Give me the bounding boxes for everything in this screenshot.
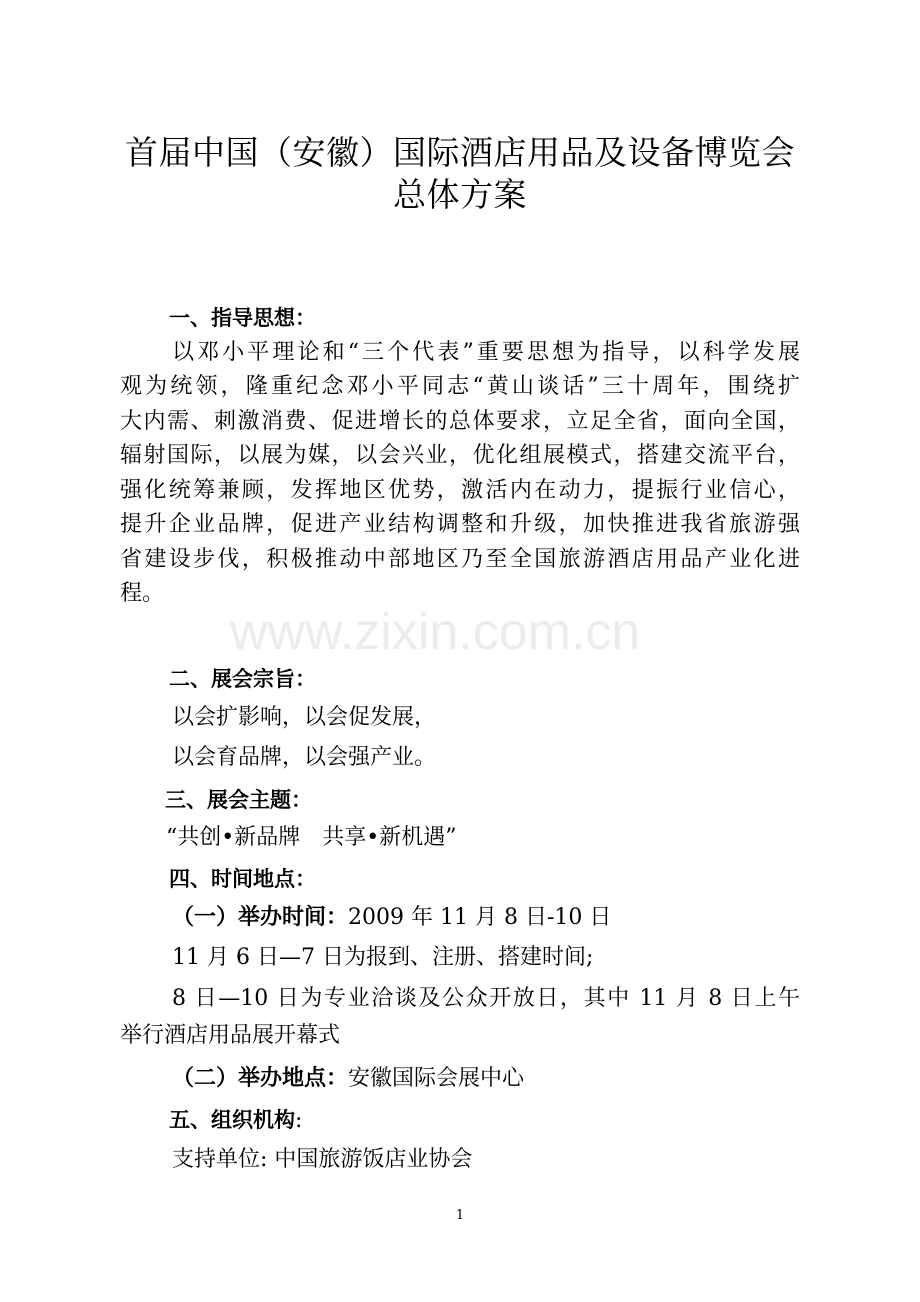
paragraph-line: 以邓小平理论和“三个代表”重要思想为指导，以科学发展 (172, 340, 800, 365)
time-label: （一）举办时间： (172, 905, 349, 930)
section-heading-organization (169, 1105, 302, 1136)
document-title-line-1: 首届中国（安徽）国际酒店用品及设备博览会 (125, 133, 795, 172)
paragraph-line: 以会育品牌，以会强产业。 (172, 745, 437, 770)
supporting-unit-line: 支持单位: 中国旅游饭店业协会 (172, 1147, 473, 1172)
paragraph-line: 省建设步伐，积极推动中部地区乃至全国旅游酒店用品产业化进 (120, 547, 800, 572)
paragraph-line: 大内需、刺激消费、促进增长的总体要求，立足全省，面向全国， (120, 409, 800, 434)
time-value: 2009 年 11 月 8 日-10 日 (348, 905, 612, 930)
paragraph-line: 强化统筹兼顾，发挥地区优势，激活内在动力，提振行业信心， (120, 478, 800, 503)
watermark-text: www.zixin.com.cn (230, 603, 641, 661)
paragraph-line: 辐射国际，以展为媒，以会兴业，优化组展模式，搭建交流平台， (120, 443, 800, 468)
paragraph-line: 观为统领，隆重纪念邓小平同志“黄山谈话”三十周年，围绕扩 (120, 374, 800, 399)
place-label: （二）举办地点： (172, 1066, 349, 1091)
place-row (172, 1064, 524, 1094)
paragraph-line: 11 月 6 日—7 日为报到、注册、搭建时间; (172, 945, 594, 970)
document-title-line-2: 总体方案 (393, 175, 527, 214)
section-heading-guiding-ideology: 一、指导思想： (169, 306, 316, 330)
paragraph-line: 提升企业品牌，促进产业结构调整和升级，加快推进我省旅游强 (120, 512, 800, 537)
paragraph-line: 程。 (120, 581, 165, 606)
paragraph-line: 以会扩影响，以会促发展， (172, 705, 437, 730)
section-heading-exhibition-purpose: 二、展会宗旨： (169, 667, 316, 691)
organization-heading-text: 五、组织机构 (169, 1108, 295, 1132)
section-heading-exhibition-theme: 三、展会主题： (165, 788, 312, 812)
time-row (172, 903, 611, 933)
paragraph-line: 8 日—10 日为专业洽谈及公众开放日，其中 11 月 8 日上午 (172, 986, 800, 1011)
page-number: 1 (455, 1208, 465, 1223)
organization-heading-colon: : (295, 1108, 303, 1133)
section-heading-time-place: 四、时间地点： (169, 867, 316, 891)
place-value: 安徽国际会展中心 (348, 1066, 525, 1091)
exhibition-theme-text: “共创•新品牌 共享•新机遇” (166, 825, 457, 850)
paragraph-line: 举行酒店用品展开幕式 (120, 1023, 341, 1048)
